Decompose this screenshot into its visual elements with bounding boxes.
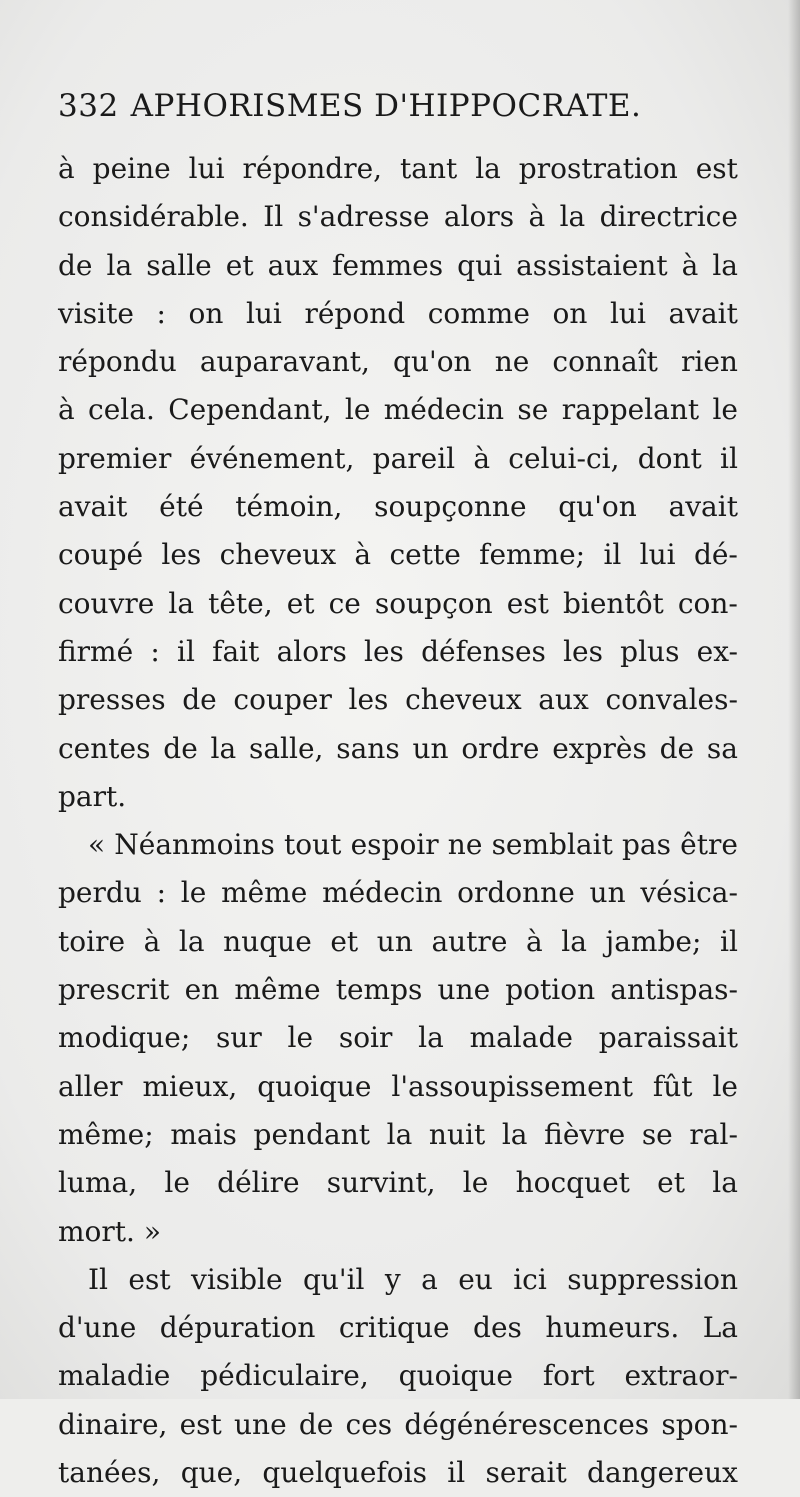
- word: soupçon: [374, 586, 493, 620]
- word: assistaient: [516, 248, 668, 282]
- word: pédiculaire,: [200, 1359, 369, 1393]
- word: il: [177, 634, 195, 668]
- word: aux: [538, 683, 589, 717]
- word: con-: [677, 586, 738, 620]
- word: mieux,: [142, 1069, 238, 1103]
- word: ne: [494, 345, 530, 379]
- word: à: [58, 152, 75, 185]
- word: est: [695, 152, 738, 185]
- word: prescrit: [58, 973, 170, 1007]
- word: alors: [276, 634, 347, 668]
- word: un: [412, 731, 449, 765]
- word: est: [506, 586, 549, 620]
- word: sur: [216, 1021, 262, 1055]
- word: avait: [668, 296, 738, 330]
- word: salle: [146, 248, 212, 282]
- word: potion: [505, 973, 596, 1007]
- text-line: [58, 821, 738, 869]
- body-text: [58, 145, 738, 1497]
- word: aller: [58, 1069, 123, 1103]
- word: directrice: [599, 200, 738, 234]
- word: même: [234, 973, 321, 1007]
- word: visite: [58, 296, 134, 330]
- word: femme;: [479, 538, 586, 572]
- word: il: [720, 441, 738, 475]
- word: s'adresse: [297, 200, 430, 234]
- word: ce: [328, 586, 361, 620]
- word: le: [462, 1166, 489, 1200]
- word: de: [298, 1407, 334, 1441]
- word: en: [184, 973, 220, 1007]
- word: événement,: [189, 441, 355, 475]
- word: se: [641, 1117, 673, 1151]
- word: ces: [345, 1407, 393, 1441]
- text-line: [58, 628, 738, 676]
- page-number: 332: [58, 88, 119, 124]
- word: exprès: [552, 731, 647, 765]
- word: tout: [284, 828, 342, 862]
- word: comme: [427, 296, 530, 330]
- text-line: [58, 1352, 738, 1400]
- word: lui: [245, 296, 282, 330]
- word: délire: [217, 1166, 300, 1200]
- word: dé-: [693, 538, 738, 572]
- word: tant: [400, 152, 458, 185]
- word: quelquefois: [262, 1456, 427, 1490]
- word: couvre: [58, 586, 155, 620]
- word: le: [164, 1166, 190, 1200]
- word: fièvre: [544, 1117, 626, 1151]
- word: sans: [336, 731, 400, 765]
- word: est: [179, 1407, 222, 1441]
- word: quoique: [257, 1069, 372, 1103]
- word: il: [447, 1456, 466, 1490]
- word: tête,: [208, 586, 273, 620]
- word: qui: [457, 248, 503, 282]
- word: le: [344, 393, 371, 427]
- word: Néanmoins: [114, 828, 275, 862]
- word: La: [702, 1311, 738, 1345]
- word: sa: [706, 731, 738, 765]
- word: vésica-: [640, 876, 738, 910]
- text-line: [58, 1449, 738, 1497]
- word: ordonne: [457, 876, 575, 910]
- text-line: [58, 145, 738, 193]
- word: on: [188, 296, 224, 330]
- word: aux: [267, 248, 319, 282]
- word: cela.: [88, 393, 155, 427]
- word: qu'on: [558, 490, 637, 524]
- word: avait: [58, 490, 128, 524]
- word: ici: [513, 1262, 547, 1296]
- word: spon-: [661, 1407, 738, 1441]
- word: la: [386, 1117, 413, 1151]
- text-line: [58, 580, 738, 628]
- word: paraissait: [598, 1021, 738, 1055]
- word: la: [501, 1117, 528, 1151]
- text-line: [58, 483, 738, 531]
- word: espoir: [350, 828, 439, 862]
- word: humeurs.: [545, 1311, 680, 1345]
- word: même;: [58, 1117, 154, 1151]
- text-line: [58, 242, 738, 290]
- word: et: [330, 924, 359, 958]
- word: pendant: [253, 1117, 370, 1151]
- text-line: [58, 386, 738, 434]
- word: a: [421, 1262, 438, 1296]
- word: les: [348, 683, 389, 717]
- word: visible: [191, 1262, 283, 1296]
- word: pas: [622, 828, 671, 862]
- word: bientôt: [562, 586, 664, 620]
- word: coupé: [58, 538, 144, 572]
- word: à: [473, 441, 491, 475]
- word: celui-ci,: [508, 441, 620, 475]
- text-line: [58, 1304, 738, 1352]
- word: convales-: [605, 683, 738, 717]
- text-line: mort. »: [58, 1214, 161, 1248]
- word: qu'il: [302, 1262, 365, 1296]
- word: fait: [212, 634, 260, 668]
- page-edge-shadow: [788, 0, 800, 1399]
- word: qu'on: [393, 345, 472, 379]
- word: à: [354, 538, 372, 572]
- word: dangereux: [587, 1456, 738, 1490]
- word: une: [234, 1407, 287, 1441]
- text-line: [58, 1401, 738, 1449]
- word: à: [525, 924, 543, 958]
- word: ordre: [461, 731, 540, 765]
- word: à: [58, 393, 75, 427]
- word: été: [159, 490, 204, 524]
- word: nuque: [223, 924, 312, 958]
- word: survint,: [326, 1166, 436, 1200]
- word: soir: [338, 1021, 393, 1055]
- text-line: [58, 193, 738, 241]
- word: maladie: [58, 1359, 171, 1393]
- word: de: [659, 731, 695, 765]
- word: le: [712, 1069, 738, 1103]
- word: la: [559, 200, 586, 234]
- word: :: [156, 876, 167, 910]
- word: antispas-: [610, 973, 738, 1007]
- word: les: [563, 634, 603, 668]
- word: médecin: [383, 393, 505, 427]
- word: dépuration: [159, 1311, 316, 1345]
- word: que,: [180, 1456, 243, 1490]
- word: Il: [88, 1262, 109, 1296]
- word: à: [681, 248, 699, 282]
- word: suppression: [567, 1262, 738, 1296]
- word: et: [657, 1166, 685, 1200]
- word: rien: [681, 345, 738, 379]
- word: à: [143, 924, 161, 958]
- word: même: [221, 876, 308, 910]
- word: ex-: [696, 634, 738, 668]
- text-line: [58, 531, 738, 579]
- word: une: [437, 973, 491, 1007]
- word: la: [418, 1021, 444, 1055]
- word: la: [178, 924, 205, 958]
- text-line: [58, 290, 738, 338]
- word: de: [182, 683, 217, 717]
- word: premier: [58, 441, 172, 475]
- word: la: [712, 248, 738, 282]
- word: on: [552, 296, 588, 330]
- word: femmes: [332, 248, 444, 282]
- word: tanées,: [58, 1456, 161, 1490]
- text-line: [58, 1159, 738, 1207]
- word: la: [210, 731, 237, 765]
- text-line: [58, 435, 738, 483]
- word: et: [286, 586, 315, 620]
- word: avait: [668, 490, 738, 524]
- word: cheveux: [405, 683, 522, 717]
- word: alors: [443, 200, 515, 234]
- word: et: [225, 248, 254, 282]
- word: jambe;: [605, 924, 702, 958]
- word: répond: [304, 296, 406, 330]
- word: fort: [542, 1359, 595, 1393]
- word: considérable.: [58, 200, 249, 234]
- word: dont: [637, 441, 702, 475]
- word: perdu: [58, 876, 142, 910]
- word: l'assoupissement: [391, 1069, 633, 1103]
- word: des: [473, 1311, 522, 1345]
- word: serait: [485, 1456, 567, 1490]
- word: malade: [469, 1021, 573, 1055]
- word: critique: [338, 1311, 450, 1345]
- text-line: part.: [58, 779, 127, 813]
- word: dégénérescences: [404, 1407, 650, 1441]
- word: de: [58, 248, 93, 282]
- word: les: [364, 634, 404, 668]
- word: témoin,: [235, 490, 343, 524]
- word: «: [88, 828, 106, 862]
- word: être: [680, 828, 738, 862]
- word: y: [384, 1262, 401, 1296]
- text-line: [58, 1063, 738, 1111]
- word: ral-: [689, 1117, 738, 1151]
- word: lui: [188, 152, 225, 185]
- word: :: [156, 296, 166, 330]
- word: couper: [233, 683, 332, 717]
- word: la: [475, 152, 501, 185]
- text-line: [58, 869, 738, 917]
- word: le: [180, 876, 207, 910]
- word: ne: [447, 828, 483, 862]
- word: la: [168, 586, 195, 620]
- word: soupçonne: [374, 490, 527, 524]
- word: connaît: [552, 345, 658, 379]
- word: nuit: [428, 1117, 486, 1151]
- text-line: [58, 676, 738, 724]
- word: défenses: [421, 634, 546, 668]
- word: presses: [58, 683, 166, 717]
- word: dinaire,: [58, 1407, 168, 1441]
- word: à: [528, 200, 546, 234]
- word: un: [376, 924, 413, 958]
- word: le: [287, 1021, 314, 1055]
- word: répondre,: [242, 152, 383, 185]
- word: :: [150, 634, 160, 668]
- word: médecin: [322, 876, 443, 910]
- word: peine: [92, 152, 171, 185]
- word: cheveux: [219, 538, 337, 572]
- word: hocquet: [515, 1166, 630, 1200]
- word: il: [603, 538, 622, 572]
- text-line: [58, 725, 738, 773]
- page-title: APHORISMES D'HIPPOCRATE.: [130, 88, 642, 124]
- word: cette: [389, 538, 461, 572]
- word: la: [106, 248, 133, 282]
- word: temps: [335, 973, 423, 1007]
- text-line: [58, 1014, 738, 1062]
- text-line: [58, 1256, 738, 1304]
- word: Cependant,: [168, 393, 332, 427]
- word: se: [517, 393, 549, 427]
- word: prostration: [518, 152, 678, 185]
- text-line: [58, 966, 738, 1014]
- word: luma,: [58, 1166, 138, 1200]
- word: est: [128, 1262, 171, 1296]
- word: auparavant,: [199, 345, 370, 379]
- word: la: [712, 1166, 738, 1200]
- word: de: [163, 731, 198, 765]
- word: eu: [458, 1262, 493, 1296]
- text-line: [58, 1111, 738, 1159]
- word: modique;: [58, 1021, 191, 1055]
- word: autre: [431, 924, 508, 958]
- word: il: [719, 924, 738, 958]
- text-line: [58, 338, 738, 386]
- word: pareil: [372, 441, 456, 475]
- word: firmé: [58, 634, 134, 668]
- word: mais: [170, 1117, 237, 1151]
- word: lui: [609, 296, 646, 330]
- word: plus: [620, 634, 680, 668]
- word: centes: [58, 731, 151, 765]
- word: salle,: [248, 731, 324, 765]
- word: extraor-: [624, 1359, 738, 1393]
- word: un: [589, 876, 626, 910]
- word: les: [161, 538, 202, 572]
- word: répondu: [58, 345, 177, 379]
- word: la: [561, 924, 587, 958]
- word: quoique: [398, 1359, 513, 1393]
- text-line: [58, 918, 738, 966]
- word: semblait: [491, 828, 613, 862]
- word: rappelant: [561, 393, 700, 427]
- word: Il: [263, 200, 284, 234]
- word: lui: [639, 538, 676, 572]
- word: le: [712, 393, 738, 427]
- word: d'une: [58, 1311, 137, 1345]
- word: fût: [652, 1069, 693, 1103]
- word: toire: [58, 924, 126, 958]
- running-head: [58, 88, 748, 132]
